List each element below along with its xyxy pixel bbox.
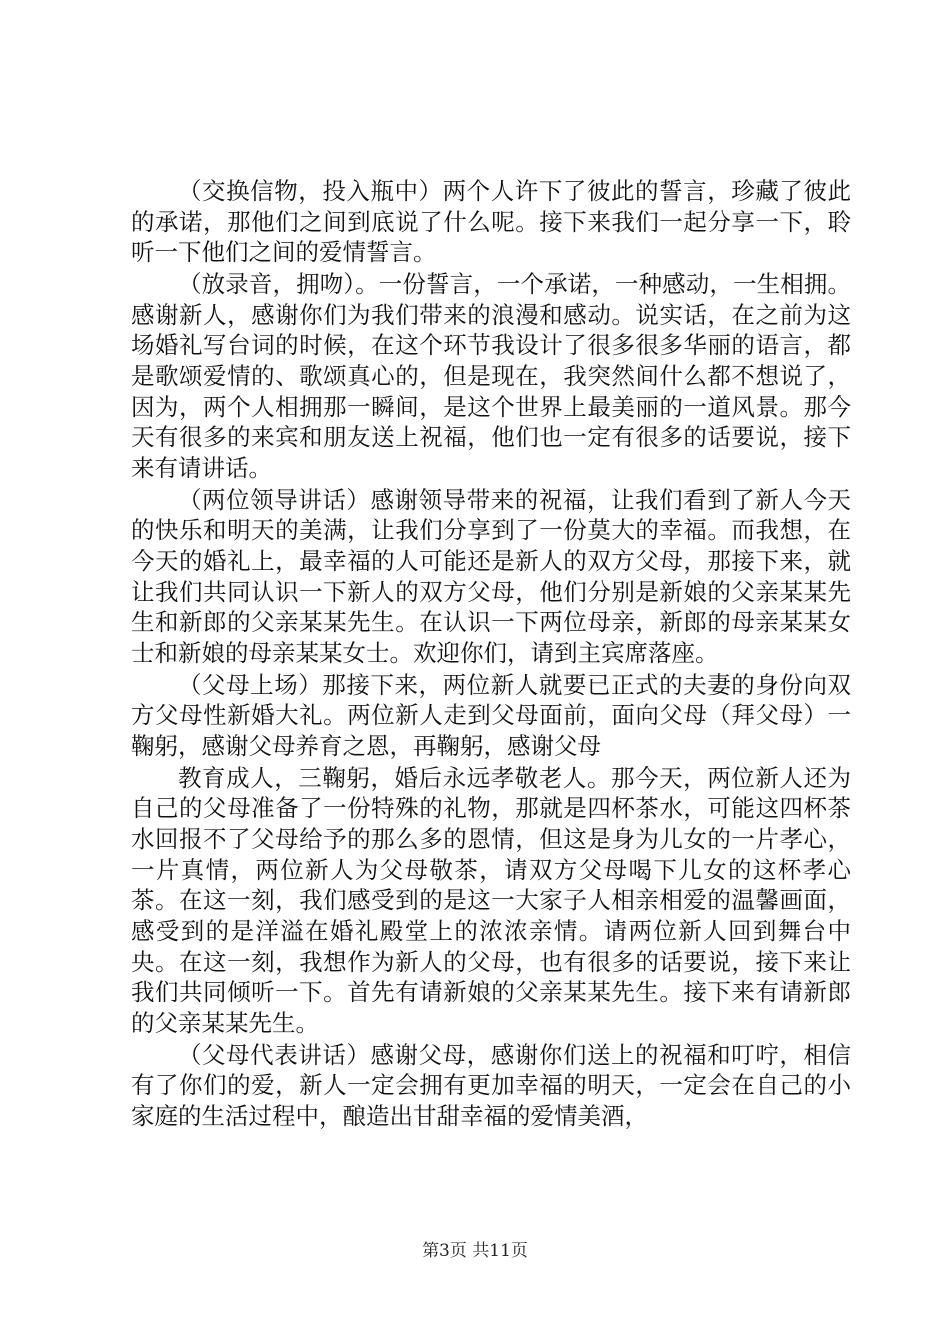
paragraph: （父母代表讲话）感谢父母，感谢你们送上的祝福和叮咛，相信有了你们的爱，新人一定会拥有更加幸福的明天，一定会在自己的小家庭的生活过程中，酿造出甘甜幸福的爱情美酒， (131, 1040, 851, 1131)
paragraph: 教育成人，三鞠躬，婚后永远孝敬老人。那今天，两位新人还为自己的父母准备了一份特殊的礼物，那就是四杯茶水，可能这四杯茶水回报不了父母给予的那么多的恩情，但这是身为儿女的一片孝心，一片真情，两位新人为父母敬茶，请双方父母喝下儿女的这杯孝心茶。在这一刻，我们感受到的是这一大家子人相亲相爱的温馨画面，感受到的是洋溢在婚礼殿堂上的浓浓亲情。请两位新人回到舞台中央。在这一刻，我想作为新人的父母，也有很多的话要说，接下来让我们共同倾听一下。首先有请新娘的父亲某某先生。接下来有请新郎的父亲某某先生。 (131, 763, 851, 1038)
page-number-footer: 第3页 共11页 (422, 1241, 528, 1261)
paragraph: （放录音，拥吻）。一份誓言，一个承诺，一种感动，一生相拥。感谢新人，感谢你们为我们带来的浪漫和感动。说实话，在之前为这场婚礼写台词的时候，在这个环节我设计了很多很多华丽的语言，都是歌颂爱情的、歌颂真心的，但是现在，我突然间什么都不想说了，因为，两个人相拥那一瞬间，是这个世界上最美丽的一道风景。那今天有很多的来宾和朋友送上祝福，他们也一定有很多的话要说，接下来有请讲话。 (131, 269, 851, 483)
paragraph: （父母上场）那接下来，两位新人就要已正式的夫妻的身份向双方父母性新婚大礼。两位新人走到父母面前，面向父母（拜父母）一鞠躬，感谢父母养育之恩，再鞠躬，感谢父母 (131, 670, 851, 761)
paragraph: （交换信物，投入瓶中）两个人许下了彼此的誓言，珍藏了彼此的承诺，那他们之间到底说了什么呢。接下来我们一起分享一下，聆听一下他们之间的爱情誓言。 (131, 177, 851, 267)
paragraph: （两位领导讲话）感谢领导带来的祝福，让我们看到了新人今天的快乐和明天的美满，让我们分享到了一份莫大的幸福。而我想，在今天的婚礼上，最幸福的人可能还是新人的双方父母，那接下来，就让我们共同认识一下新人的双方父母，他们分别是新娘的父亲某某先生和新郎的父亲某某先生。在认识一下两位母亲，新郎的母亲某某女士和新娘的母亲某某女士。欢迎你们，请到主宾席落座。 (131, 485, 851, 668)
document-body (131, 176, 851, 1132)
